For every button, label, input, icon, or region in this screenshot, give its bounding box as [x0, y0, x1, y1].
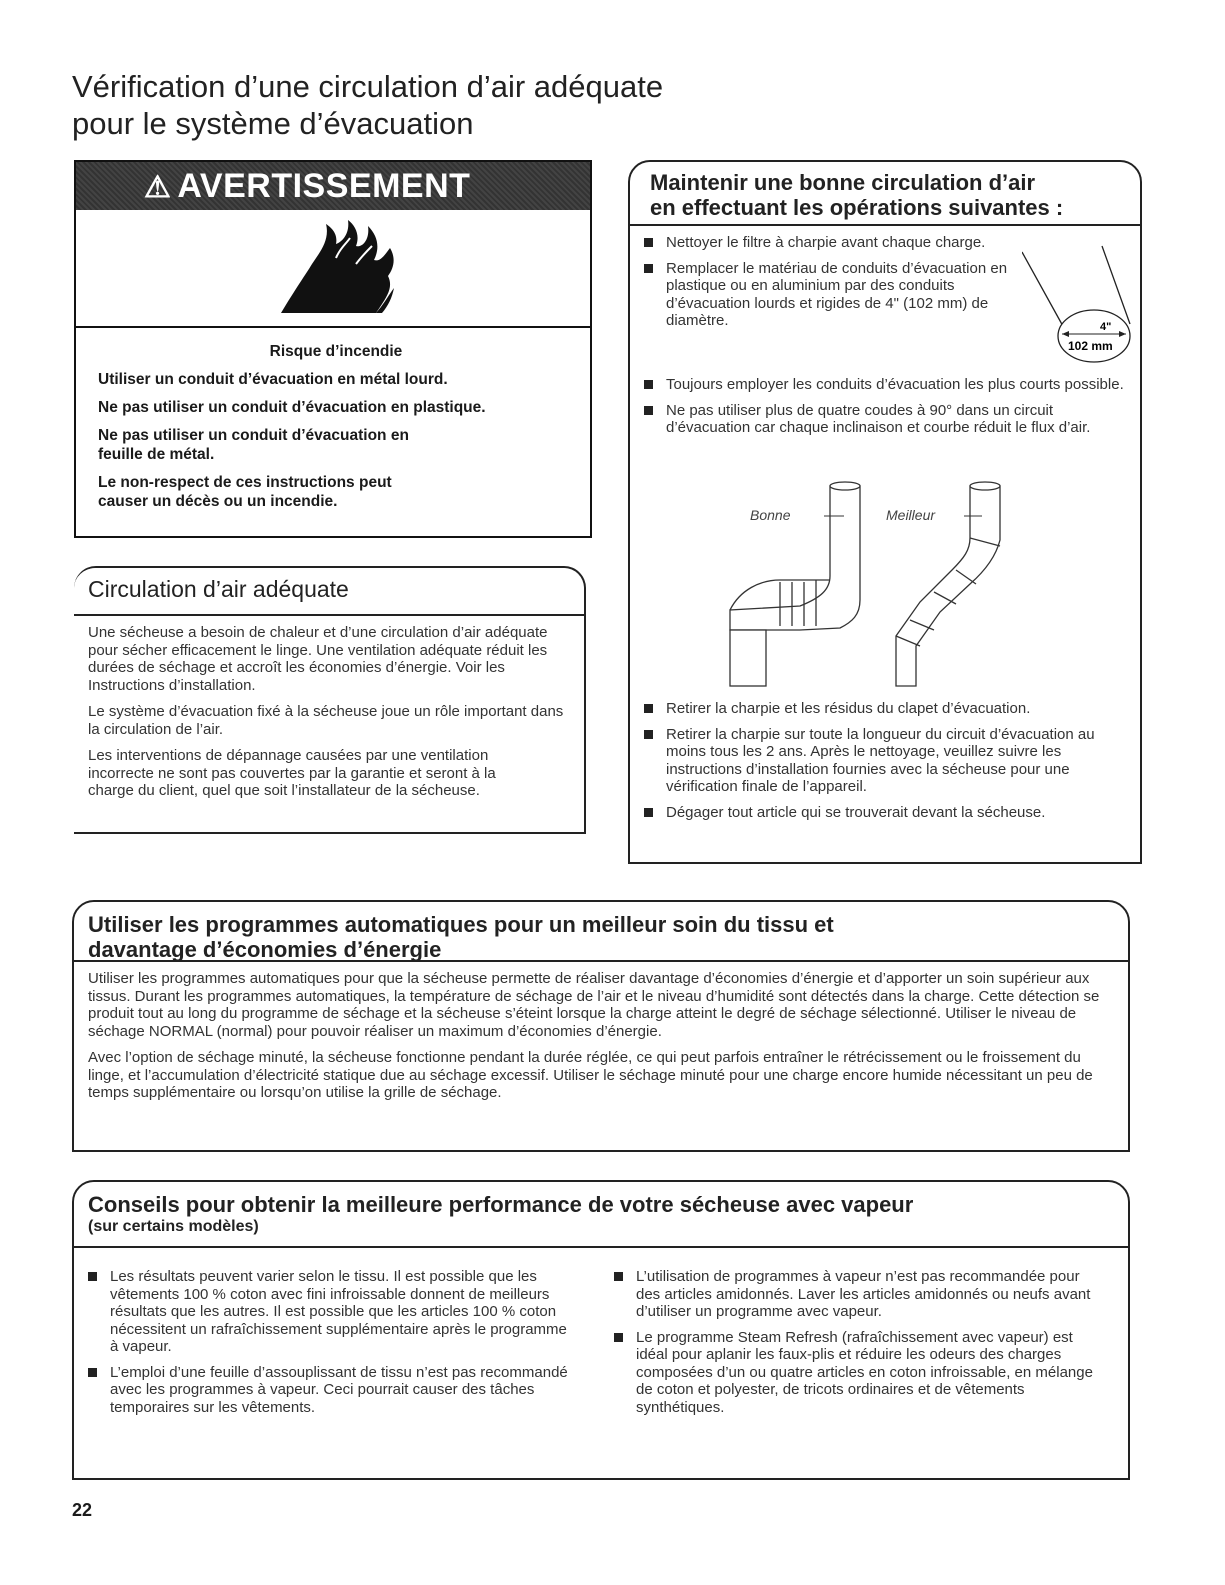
- circulation-section: [74, 566, 586, 834]
- warning-line: Le non-respect de ces instructions peut causer un décès ou un incendie.: [98, 474, 392, 510]
- list-item: L’utilisation de programmes à vapeur n’est pas recommandée pour des articles amidonnés. Laver les articles amidonnés ou neufs avant d’utiliser un programme avec vapeur.: [610, 1268, 1100, 1321]
- steam-tips-header: [74, 1182, 1128, 1248]
- warning-line: Utiliser un conduit d’évacuation en métal lourd.: [98, 371, 448, 388]
- list-item: L’emploi d’une feuille d’assouplissant de tissu n’est pas recommandé avec les programmes à vapeur. Ceci pourrait causer des tâches temporaires sur les vêtements.: [84, 1364, 574, 1417]
- elbow-better-label: Meilleur: [886, 507, 936, 523]
- list-item: Nettoyer le filtre à charpie avant chaque charge.: [640, 234, 1010, 252]
- maintain-section: [628, 160, 1142, 864]
- steam-tips-section: [72, 1180, 1130, 1480]
- list-item: Dégager tout article qui se trouverait devant la sécheuse.: [640, 804, 1134, 822]
- steam-tips-left: [84, 1268, 574, 1424]
- page-title-line2: pour le système d’évacuation: [72, 106, 474, 141]
- bullet-icon: [644, 704, 653, 713]
- bullet-icon: [644, 406, 653, 415]
- list-item: Retirer la charpie et les résidus du clapet d’évacuation.: [640, 700, 1134, 718]
- bullet-icon: [644, 808, 653, 817]
- warning-line: Ne pas utiliser un conduit d’évacuation en feuille de métal.: [98, 427, 409, 463]
- bullet-icon: [614, 1333, 623, 1342]
- list-item: Remplacer le matériau de conduits d’évacuation en plastique ou en aluminium par des conduits d’évacuation lourds et rigides de 4" (102 mm) de diamètre.: [640, 260, 1010, 330]
- circulation-title: Circulation d’air adéquate: [88, 576, 349, 602]
- auto-title-line2: davantage d’économies d’énergie: [88, 937, 442, 962]
- page-title-line1: Vérification d’une circulation d’air adéquate: [72, 69, 664, 104]
- bullet-icon: [644, 238, 653, 247]
- list-item: Les résultats peuvent varier selon le tissu. Il est possible que les vêtements 100 % coton avec fini infroissable donnent de meilleurs résultats que les autres. Il est possible que les articles 100 % coton nécessitent un rafraîchissement supplémentaire après le programme à vapeur.: [84, 1268, 574, 1356]
- maintain-list-mid: [640, 376, 1130, 445]
- list-item: Retirer la charpie sur toute la longueur du circuit d’évacuation au moins tous les 2 ans. Après le nettoyage, veuillez suivre les instructions d’installation fournies avec la sécheuse pour une vérification finale de l’appareil.: [640, 726, 1134, 796]
- fire-picture: [76, 210, 590, 328]
- warning-header: [76, 162, 590, 210]
- maintain-list-bottom: [640, 700, 1134, 829]
- bullet-icon: [88, 1272, 97, 1281]
- auto-body: [88, 970, 1116, 1111]
- page-number: 22: [72, 1500, 93, 1520]
- bullet-icon: [614, 1272, 623, 1281]
- maintain-title-line1: Maintenir une bonne circulation d’air: [650, 170, 1036, 195]
- warning-body: [76, 328, 590, 520]
- maintain-header: [630, 162, 1140, 226]
- list-item: Le programme Steam Refresh (rafraîchissement avec vapeur) est idéal pour aplanir les faux-plis et réduire les odeurs des charges composées d’un ou quatre articles en coton infroissable, en mélange de coton et polyester, de tricots ordinaires et de vêtements synthétiques.: [610, 1329, 1100, 1417]
- steam-tips-title: Conseils pour obtenir la meilleure performance de votre sécheuse avec vapeur: [88, 1192, 914, 1217]
- bullet-icon: [644, 730, 653, 739]
- paragraph: Les interventions de dépannage causées par une ventilation incorrecte ne sont pas couvertes par la garantie et seront à la charge du client, quel que soit l’installateur de la sécheuse.: [88, 747, 496, 799]
- steam-tips-subtitle: (sur certains modèles): [88, 1218, 259, 1235]
- list-item: Ne pas utiliser plus de quatre coudes à 90° dans un circuit d’évacuation car chaque inclinaison et courbe réduit le flux d’air.: [640, 402, 1130, 437]
- list-item: Toujours employer les conduits d’évacuation les plus courts possible.: [640, 376, 1130, 394]
- elbow-good-label: Bonne: [750, 507, 791, 523]
- paragraph: Avec l’option de séchage minuté, la sécheuse fonctionne pendant la durée réglée, ce qui peut parfois entraîner le rétrécissement ou le froissement du linge, et l’accumulation d’électricité statique due au séchage excessif. Utiliser le séchage minuté pour une charge encore humide nécessitant un peu de temps supplémentaire ou lorsqu’on utilise la grille de séchage.: [88, 1049, 1093, 1101]
- circulation-header: [74, 568, 584, 616]
- page-title: [72, 68, 832, 142]
- auto-header: [74, 902, 1128, 962]
- bullet-icon: [644, 380, 653, 389]
- paragraph: Utiliser les programmes automatiques pour que la sécheuse permette de réaliser davantage d’économies d’énergie et d’apporter un soin supérieur aux tissus. Durant les programmes automatiques, la température de séchage de l’air et le niveau d’humidité sont détectés dans la charge. Cette détection se produit tout au long du programme de séchage et la sécheuse s’éteint lorsque la charge atteint le degré de séchage sélectionné. Utiliser le niveau de séchage NORMAL (normal) pour pouvoir réaliser un maximum d’économies d’énergie.: [88, 970, 1100, 1040]
- maintain-list-top: [640, 234, 1010, 338]
- warning-box: [74, 160, 592, 538]
- circulation-body: [88, 624, 568, 809]
- steam-tips-right: [610, 1268, 1100, 1424]
- fire-icon: [276, 218, 406, 318]
- auto-title-line1: Utiliser les programmes automatiques pour un meilleur soin du tissu et: [88, 912, 834, 937]
- bullet-icon: [644, 264, 653, 273]
- bullet-icon: [88, 1368, 97, 1377]
- auto-programs-section: [72, 900, 1130, 1152]
- elbow-comparison-diagram: [720, 480, 1040, 690]
- duct-label-bottom: 102 mm: [1068, 339, 1113, 353]
- warning-risk: Risque d’incendie: [269, 343, 403, 360]
- paragraph: Une sécheuse a besoin de chaleur et d’une circulation d’air adéquate pour sécher efficacement le linge. Une ventilation adéquate réduit les durées de séchage et accroît les économies d’énergie. Voir les Instructions d’installation.: [88, 624, 548, 694]
- warning-line: Ne pas utiliser un conduit d’évacuation en plastique.: [98, 399, 486, 416]
- warning-header-label: AVERTISSEMENT: [177, 167, 471, 205]
- warning-triangle-icon: ⚠: [144, 171, 172, 204]
- duct-diameter-diagram: [1022, 244, 1132, 364]
- paragraph: Le système d’évacuation fixé à la sécheuse joue un rôle important dans la circulation de l’air.: [88, 703, 564, 738]
- maintain-title-line2: en effectuant les opérations suivantes :: [650, 195, 1064, 220]
- duct-label-top: 4": [1100, 321, 1112, 333]
